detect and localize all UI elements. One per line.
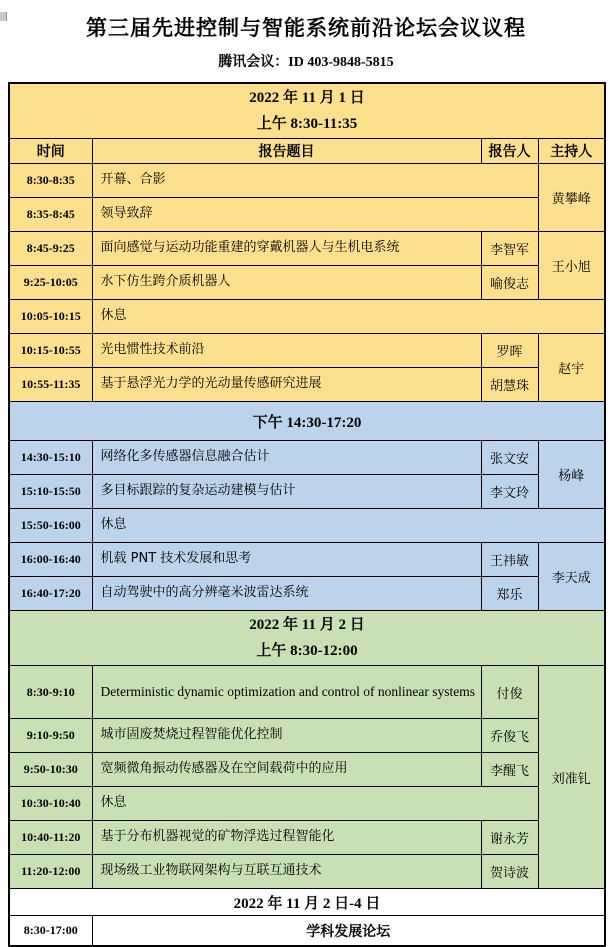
topic-cell: 宽频微角振动传感器及在空间载荷中的应用 [92,753,481,787]
topic-cell: 基于分布机器视觉的矿物浮选过程智能化 [92,821,481,855]
topic-cell: 领导致辞 [92,198,538,232]
forum-date-row [9,889,605,916]
meeting-id: 腾讯会议：ID 403-9848-5815 [218,55,394,70]
speaker-cell: 谢永芳 [481,821,538,855]
speaker-cell: 王祎敏 [481,543,538,577]
break-row [9,509,605,543]
day1-pm-header-row [9,402,605,441]
speaker-cell: 张文安 [481,441,538,475]
day1-am-header-row [9,83,605,139]
day1-am-session-label: 上午 8:30-11:35 [256,116,358,132]
col-header-time: 时间 [9,139,92,164]
host-cell: 李天成 [538,543,605,611]
time-cell: 9:25-10:05 [9,266,92,300]
agenda-row [9,198,605,232]
host-cell: 刘准钆 [538,666,605,889]
day1-date-label: 2022 年 11 月 1 日 [249,90,365,106]
agenda-row [9,266,605,300]
agenda-row [9,719,605,753]
day2-am-header-cell [9,611,605,666]
topic-cell: 城市固废焚烧过程智能优化控制 [92,719,481,753]
topic-cell: 开幕、合影 [92,164,538,198]
topic-cell: Deterministic dynamic optimization and control of nonlinear systems [92,666,481,719]
speaker-cell: 胡慧珠 [481,368,538,402]
day2-date-label: 2022 年 11 月 2 日 [249,617,365,633]
host-cell: 杨峰 [538,441,605,509]
time-cell: 8:45-9:25 [9,232,92,266]
speaker-cell: 郑乐 [481,577,538,611]
time-cell: 9:50-10:30 [9,753,92,787]
host-cell: 黄攀峰 [538,164,605,232]
speaker-cell: 李醒飞 [481,753,538,787]
time-cell: 8:30-17:00 [9,916,92,947]
time-cell: 8:30-9:10 [9,666,92,719]
topic-cell: 光电惯性技术前沿 [92,334,481,368]
col-header-host: 主持人 [538,139,605,164]
time-cell: 16:00-16:40 [9,543,92,577]
agenda-row [9,753,605,787]
agenda-row [9,577,605,611]
agenda-row [9,543,605,577]
page-title: 第三届先进控制与智能系统前沿论坛会议议程 [86,16,526,40]
time-cell: 8:35-8:45 [9,198,92,232]
speaker-cell: 李智军 [481,232,538,266]
time-cell: 10:40-11:20 [9,821,92,855]
agenda-table [8,82,606,947]
speaker-cell: 付俊 [481,666,538,719]
topic-cell: 自动驾驶中的高分辨毫米波雷达系统 [92,577,481,611]
agenda-row [9,855,605,889]
topic-cell: 网络化多传感器信息融合估计 [92,441,481,475]
time-cell: 10:05-10:15 [9,300,92,334]
speaker-cell: 李文玲 [481,475,538,509]
speaker-cell: 贺诗波 [481,855,538,889]
host-cell: 王小旭 [538,232,605,300]
topic-cell: 水下仿生跨介质机器人 [92,266,481,300]
speaker-cell: 乔俊飞 [481,719,538,753]
speaker-cell: 罗晖 [481,334,538,368]
topic-cell: 休息 [92,509,605,543]
col-header-speaker: 报告人 [481,139,538,164]
day1-am-header-cell [9,83,605,139]
time-cell: 11:20-12:00 [9,855,92,889]
topic-cell: 多目标跟踪的复杂运动建模与估计 [92,475,481,509]
topic-cell: 基于悬浮光力学的光动量传感研究进展 [92,368,481,402]
agenda-row [9,368,605,402]
day2-am-header-row [9,611,605,666]
agenda-row [9,666,605,719]
forum-row [9,916,605,947]
topic-cell: 面向感觉与运动功能重建的穿戴机器人与生机电系统 [92,232,481,266]
time-cell: 10:30-10:40 [9,787,92,821]
time-cell: 8:30-8:35 [9,164,92,198]
column-header-row [9,139,605,164]
break-row [9,787,605,821]
agenda-row [9,232,605,266]
time-cell: 9:10-9:50 [9,719,92,753]
agenda-row [9,821,605,855]
forum-date-label: 2022 年 11 月 2 日-4 日 [9,889,605,916]
agenda-row [9,441,605,475]
time-cell: 15:50-16:00 [9,509,92,543]
speaker-cell: 喻俊志 [481,266,538,300]
agenda-row [9,164,605,198]
time-cell: 14:30-15:10 [9,441,92,475]
agenda-row [9,334,605,368]
host-cell: 赵宇 [538,334,605,402]
topic-cell: 休息 [92,787,538,821]
time-cell: 10:55-11:35 [9,368,92,402]
day1-pm-session-label: 下午 14:30-17:20 [9,402,605,441]
day2-am-session-label: 上午 8:30-12:00 [256,643,358,659]
time-cell: 16:40-17:20 [9,577,92,611]
col-header-topic: 报告题目 [92,139,481,164]
topic-cell: 休息 [92,300,605,334]
time-cell: 15:10-15:50 [9,475,92,509]
topic-cell: 现场级工业物联网架构与互联互通技术 [92,855,481,889]
topic-cell: 机载 PNT 技术发展和思考 [92,543,481,577]
screenshot-corner-artifact [0,12,7,21]
time-cell: 10:15-10:55 [9,334,92,368]
break-row [9,300,605,334]
agenda-row [9,475,605,509]
forum-label: 学科发展论坛 [92,916,605,947]
